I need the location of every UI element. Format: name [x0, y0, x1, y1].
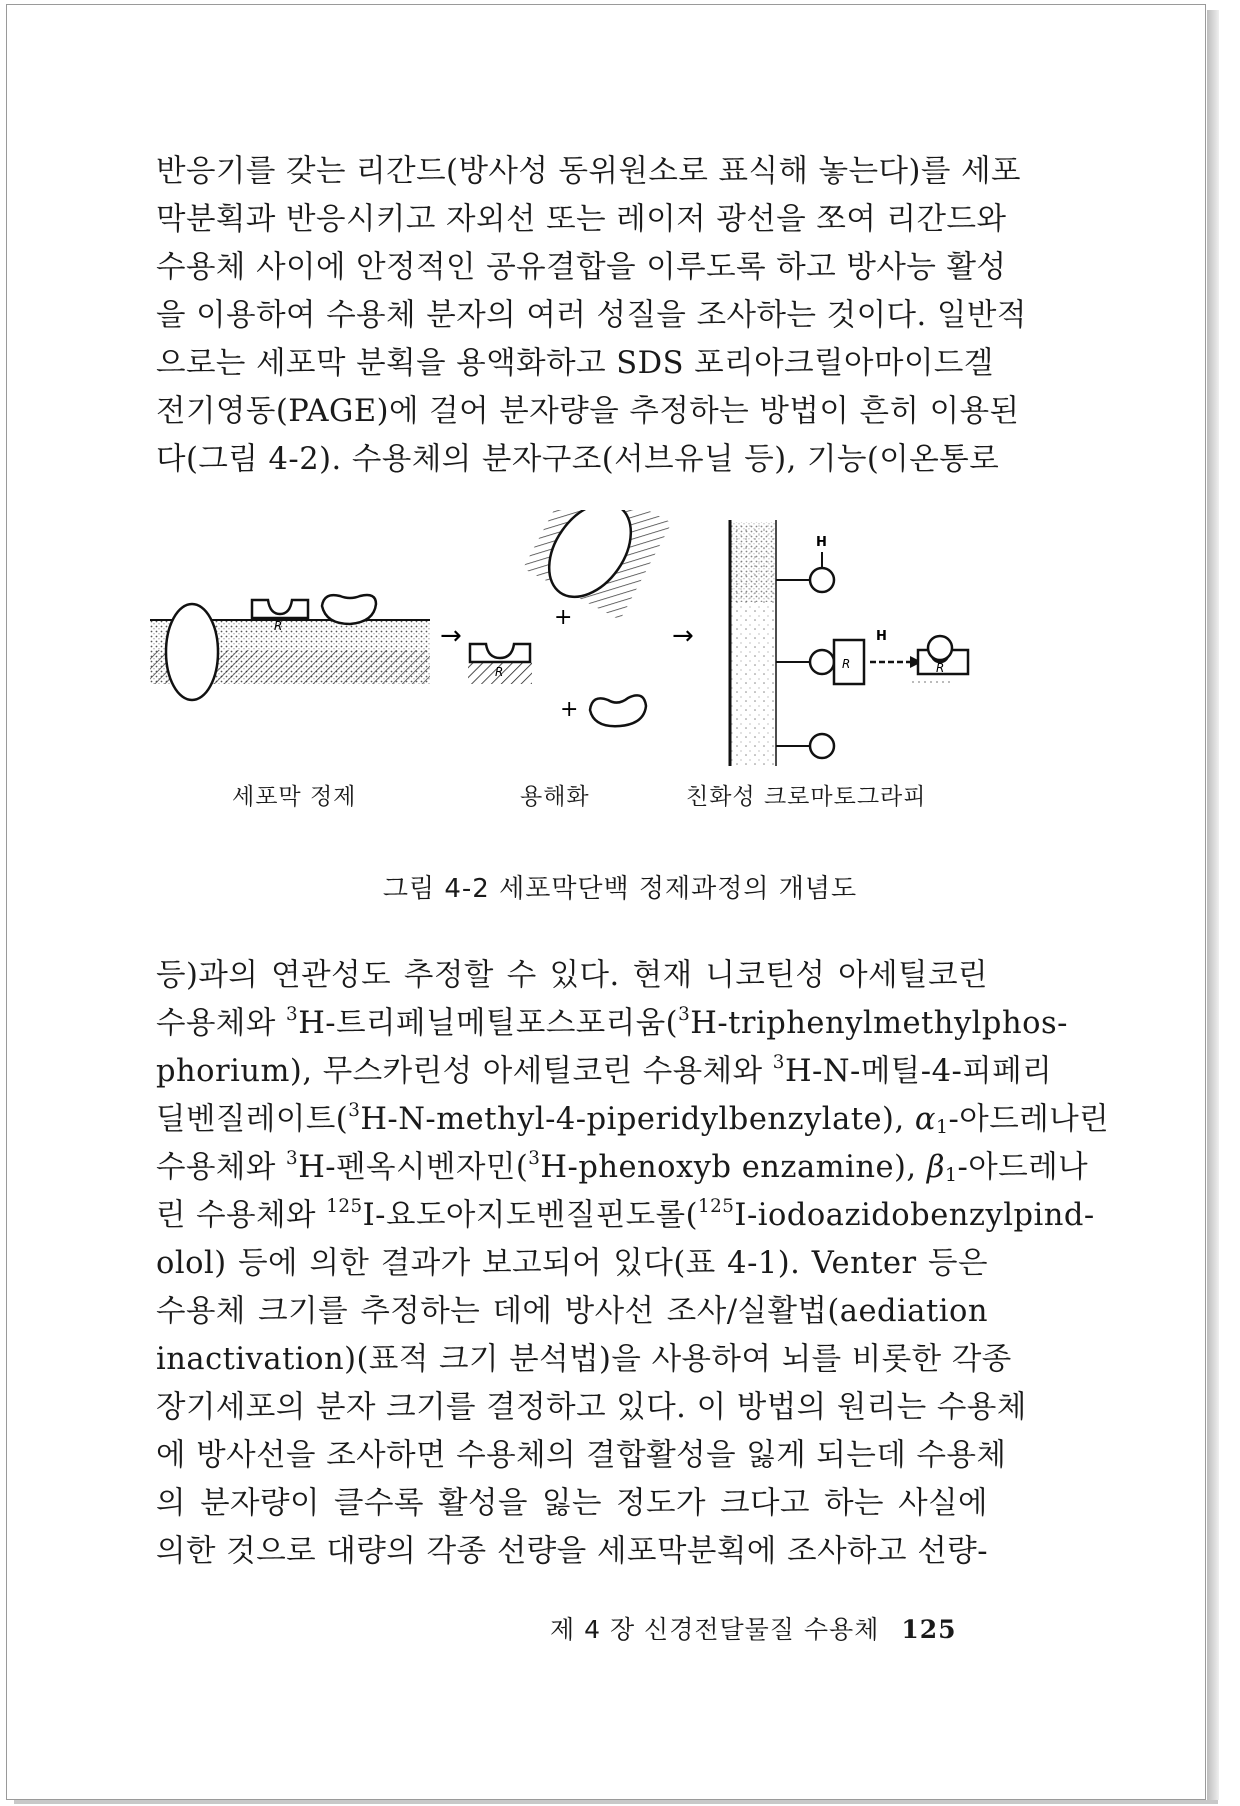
plus-sign: +	[554, 605, 573, 630]
arrow-2: →	[672, 621, 694, 651]
ligand-blob	[322, 595, 376, 624]
text-line: inactivation)(표적 크기 분석법)을 사용하여 뇌를 비롯한 각종	[156, 1342, 1012, 1377]
text-line: 전기영동(PAGE)에 걸어 분자량을 추정하는 방법이 흔히 이용된	[156, 394, 1020, 429]
page-number: 125	[901, 1615, 957, 1644]
page-edge-shadow	[1207, 10, 1219, 1800]
text-line: 을 이용하여 수용체 분자의 여러 성질을 조사하는 것이다. 일반적	[156, 298, 1027, 333]
h-label: H	[876, 629, 887, 644]
solubilized-receptor	[470, 644, 530, 662]
h-label: H	[816, 535, 827, 550]
figure-caption: 그림 4-2 세포막단백 정제과정의 개념도	[382, 874, 858, 904]
text-line: phorium), 무스카린성 아세틸코린 수용체와 $^3$H-N-메틸-4-피페리	[156, 1052, 1053, 1089]
text-line: 린 수용체와 $^{125}$I-요도아지도벤질핀도롤($^{125}$I-iodoazidobenzylpind-	[156, 1196, 1095, 1233]
text-line: 수용체와 $^3$H-펜옥시벤자민($^3$H-phenoxyb enzamine), $\beta_1-$아드레나	[156, 1148, 1089, 1186]
text-line: 수용체 크기를 추정하는 데에 방사선 조사/실활법(aediation	[156, 1294, 988, 1329]
body-paragraph-top	[156, 148, 1027, 484]
chapter-title: 제 4 장 신경전달물질 수용체	[550, 1615, 880, 1644]
text-line: 막분획과 반응시키고 자외선 또는 레이저 광선을 쪼여 리간드와	[156, 202, 1007, 237]
ligand-letter: R	[842, 657, 851, 671]
receptor-shape	[252, 600, 308, 618]
text-line: 등)과의 연관성도 추정할 수 있다. 현재 니코틴성 아세틸코린	[156, 958, 988, 993]
text-line: 으로는 세포막 분획을 용액화하고 SDS 포리아크릴아마이드겔	[156, 346, 994, 381]
figure-label-chromatography: 친화성 크로마토그라피	[686, 784, 927, 810]
body-paragraph-bottom	[156, 952, 1110, 1576]
solubilization-stage	[468, 510, 672, 726]
plus-sign: +	[560, 697, 579, 722]
text-line: 딜벤질레이트($^3$H-N-methyl-4-piperidylbenzylate), $\alpha_1-$아드레나린	[156, 1100, 1110, 1138]
text-line: olol) 등에 의한 결과가 보고되어 있다(표 4-1). Venter 등은	[156, 1246, 988, 1281]
bound-ligand-circle	[810, 650, 834, 674]
text-line: 다(그림 4-2). 수용체의 분자구조(서브유닐 등), 기능(이온통로	[156, 442, 1000, 477]
text-line: 수용체 사이에 안정적인 공유결합을 이루도록 하고 방사능 활성	[156, 250, 1007, 285]
text-line: 장기세포의 분자 크기를 결정하고 있다. 이 방법의 원리는 수용체	[156, 1390, 1027, 1425]
text-line: 의한 것으로 대량의 각종 선량을 세포막분획에 조사하고 선량-	[156, 1534, 988, 1569]
ligand-letter: R	[495, 665, 504, 679]
figure-label-purification: 세포막 정제	[232, 784, 357, 810]
ligand-blob	[590, 695, 646, 726]
membrane-stage	[150, 595, 430, 700]
text-line: 반응기를 갖는 리간드(방사성 동위원소로 표식해 놓는다)를 세포	[156, 154, 1022, 189]
figure-label-solubilization: 용해화	[520, 784, 590, 810]
membrane-protein	[166, 604, 218, 700]
bound-ligand-circle	[810, 568, 834, 592]
page-footer	[550, 1610, 957, 1646]
membrane-purification-diagram	[150, 510, 1010, 890]
chromatography-stage	[730, 520, 968, 766]
text-line: 수용체와 $^3$H-트리페닐메틸포스포리움($^3$H-triphenylmethylphos-	[156, 1004, 1068, 1041]
page-bottom-shadow	[14, 1800, 1218, 1804]
ligand-letter: R	[936, 661, 945, 675]
eluted-ligand-circle	[928, 636, 952, 660]
arrow-1: →	[440, 621, 462, 651]
text-line: 의 분자량이 클수록 활성을 잃는 정도가 크다고 하는 사실에	[156, 1486, 988, 1521]
bound-ligand-circle	[810, 734, 834, 758]
ligand-letter: R	[274, 619, 283, 633]
text-line: 에 방사선을 조사하면 수용체의 결합활성을 잃게 되는데 수용체	[156, 1438, 1007, 1473]
